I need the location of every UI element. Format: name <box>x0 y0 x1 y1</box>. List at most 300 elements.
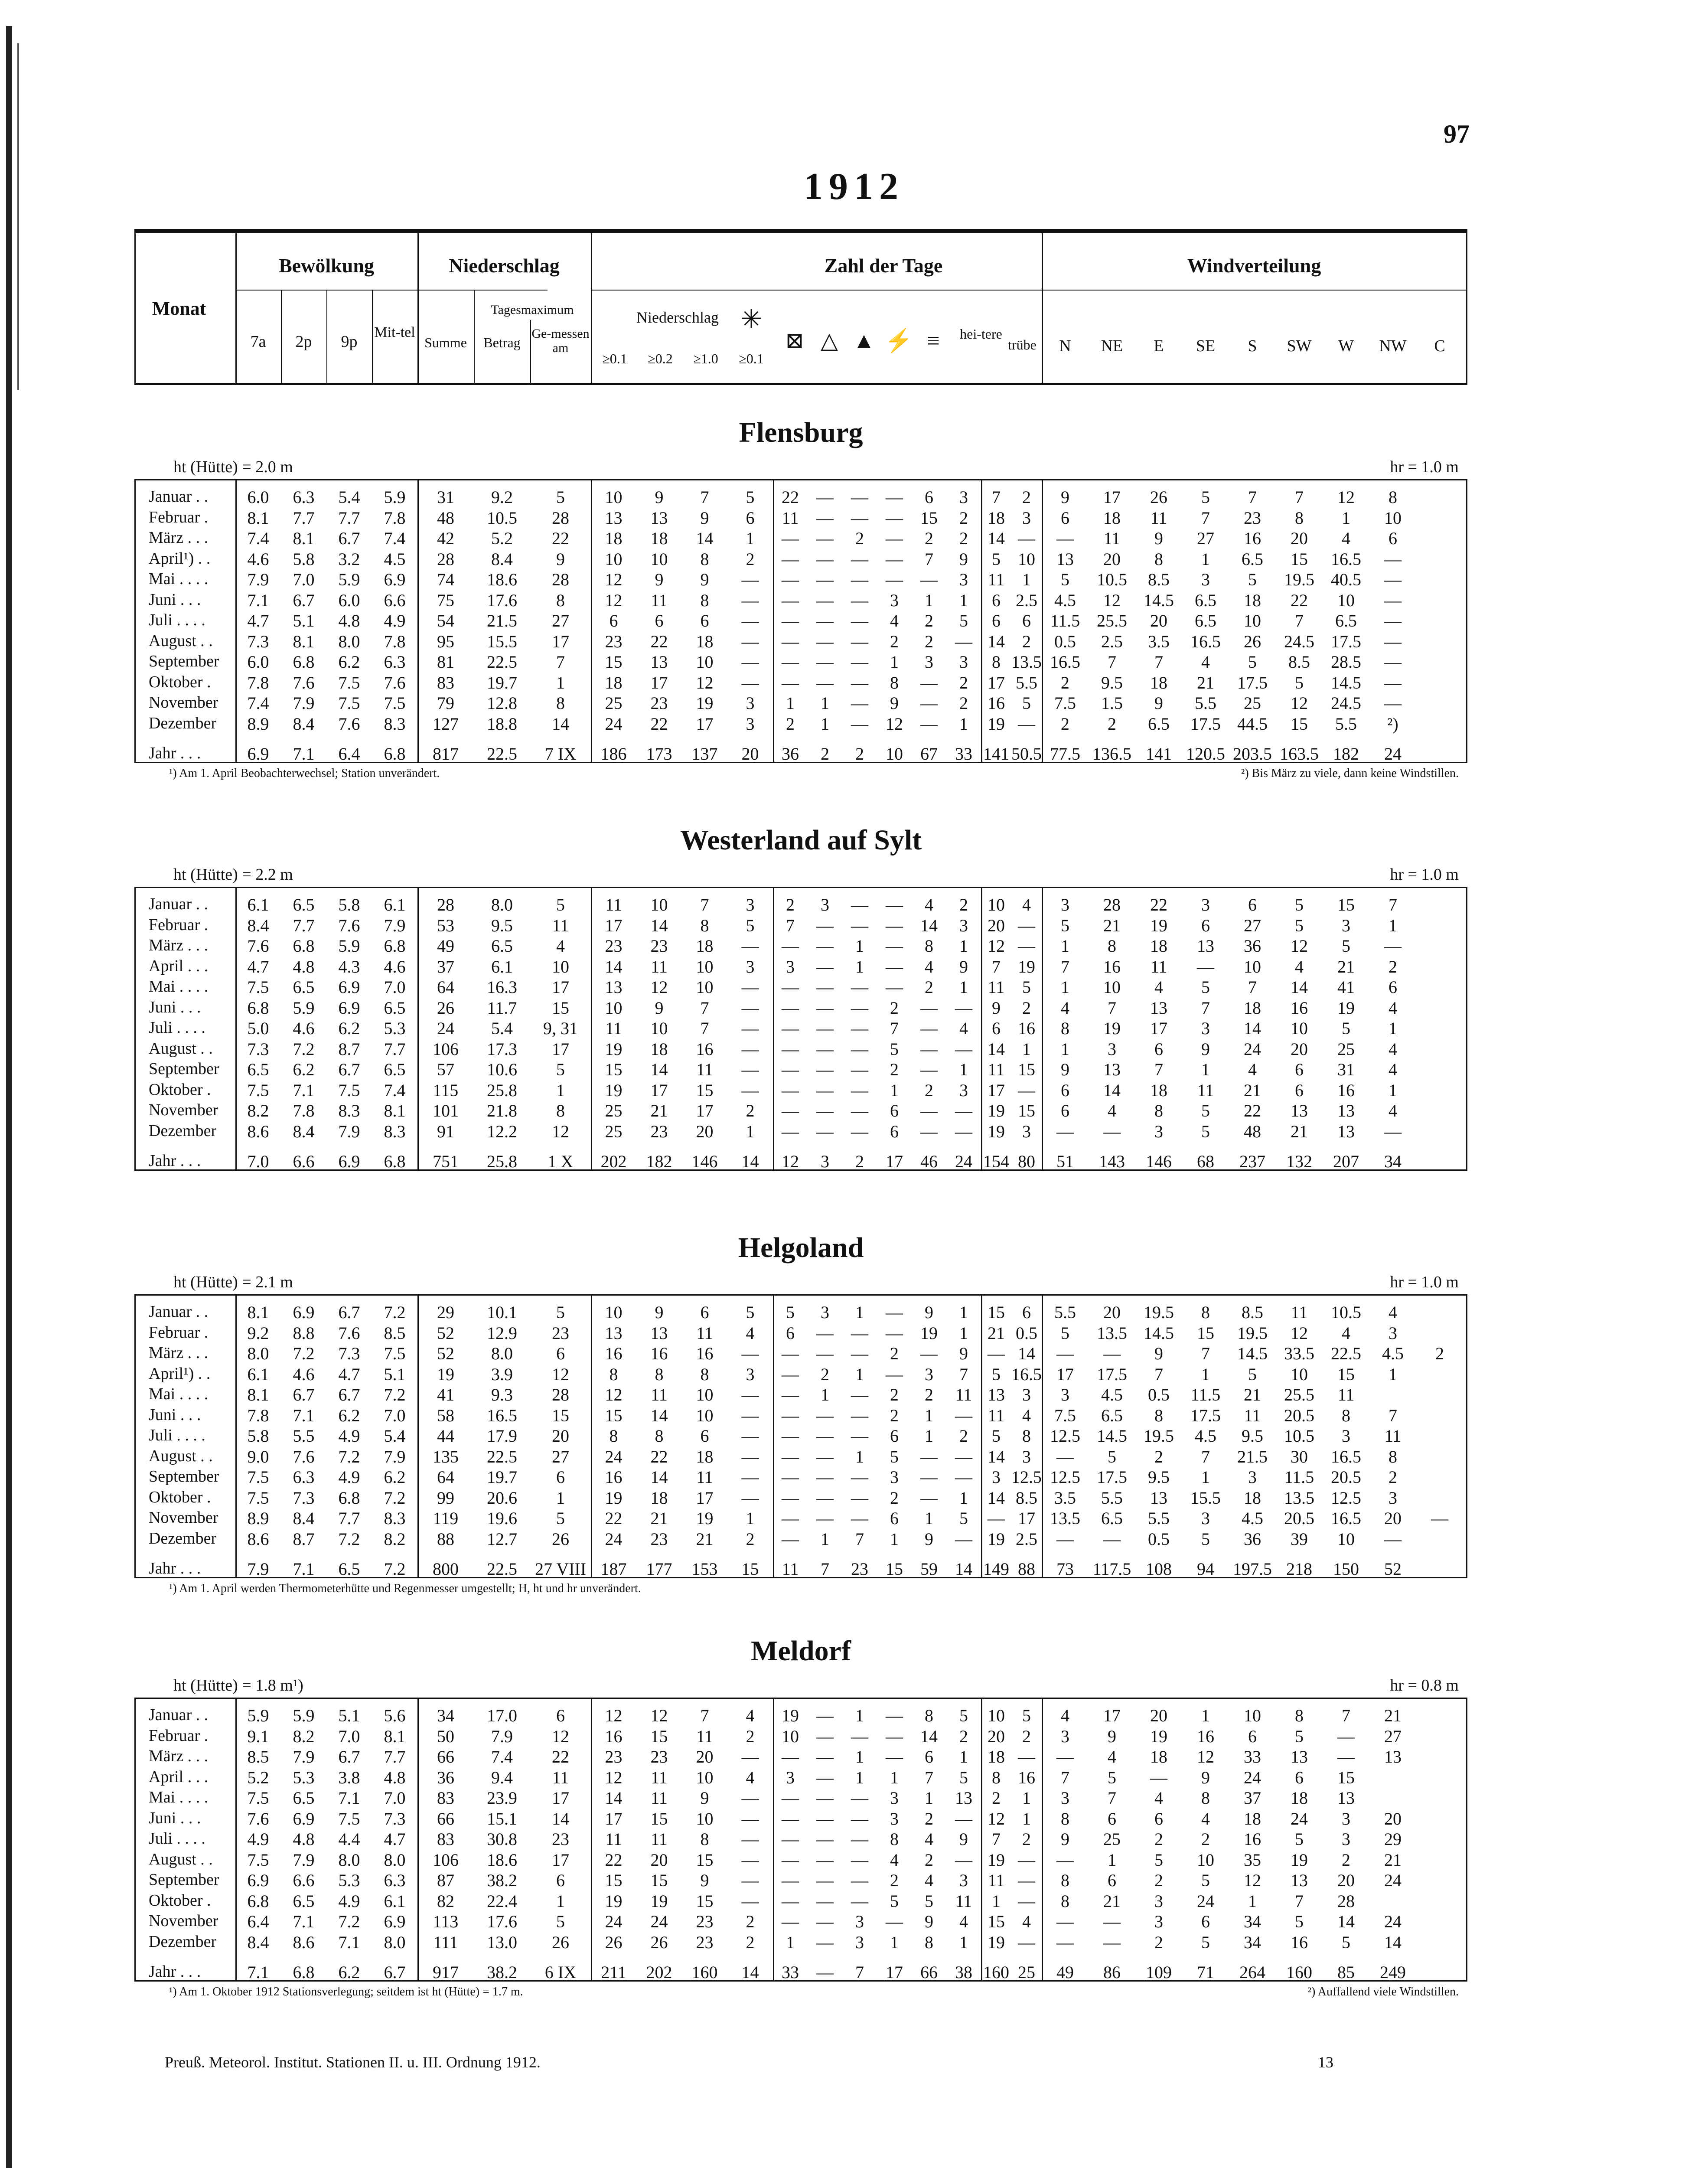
table-cell: 5 <box>1342 1019 1350 1038</box>
table-cell: — <box>851 508 868 528</box>
table-cell: 6.5 <box>384 998 406 1018</box>
table-cell: 19.5 <box>1144 1426 1174 1446</box>
table-cell: 1 <box>1201 549 1210 569</box>
table-cell: 16 <box>696 1344 714 1363</box>
header-wind-nw: NW <box>1379 337 1407 355</box>
table-cell: 24 <box>605 1529 623 1549</box>
table-row <box>136 1932 1466 1953</box>
table-cell: 5 <box>1061 1323 1069 1343</box>
table-cell: 10 <box>650 1019 668 1038</box>
table-cell: — <box>782 1508 799 1528</box>
table-cell: 9 <box>959 1344 968 1363</box>
table-cell: 14 <box>988 1488 1005 1508</box>
table-cell: 10.6 <box>487 1060 517 1079</box>
table-cell: 10 <box>605 1303 623 1322</box>
table-cell: 46 <box>920 1152 938 1171</box>
table-cell: 153 <box>691 1559 718 1579</box>
table-cell: 18 <box>1244 1809 1261 1828</box>
table-cell: 3 <box>1342 1426 1350 1446</box>
table-cell: — <box>1056 1932 1074 1952</box>
table-cell: 22.5 <box>487 1446 517 1466</box>
table-cell: — <box>1018 1891 1035 1911</box>
table-cell: 15 <box>605 1871 623 1890</box>
table-cell: 20 <box>1103 549 1121 569</box>
table-cell: 25 <box>1337 1039 1355 1059</box>
table-cell: — <box>782 1385 799 1404</box>
table-cell: — <box>816 1788 834 1808</box>
table-cell: 9 <box>925 1912 933 1931</box>
table-cell: — <box>1384 936 1402 956</box>
table-cell: 13.5 <box>1284 1488 1314 1508</box>
table-cell: 20 <box>696 1747 714 1766</box>
table-cell: 11 <box>696 1726 713 1746</box>
table-row <box>136 549 1466 570</box>
table-cell: 6 <box>1389 529 1397 548</box>
table-cell: — <box>816 1426 834 1446</box>
table-cell: 2.5 <box>1101 631 1123 651</box>
table-cell: 4 <box>1201 1809 1210 1828</box>
table-cell: 15.1 <box>487 1809 517 1828</box>
table-cell: 7 <box>1248 977 1257 997</box>
table-cell: 17.5 <box>1237 673 1268 692</box>
table-cell: 10 <box>696 652 714 672</box>
table-cell: 2 <box>1435 1344 1444 1363</box>
table-cell: — <box>1384 1529 1402 1549</box>
month-label: Jahr . . . <box>149 1559 201 1577</box>
header-wind-w: W <box>1338 337 1354 355</box>
table-cell: 146 <box>1146 1152 1172 1171</box>
table-cell: 11 <box>552 915 569 935</box>
table-cell: — <box>816 590 834 610</box>
table-cell: 3 <box>959 487 968 507</box>
table-cell: 6.1 <box>247 1364 269 1384</box>
table-cell: 6 <box>556 1344 565 1363</box>
table-cell: 7 <box>700 1706 709 1725</box>
table-cell: 12 <box>552 1726 569 1746</box>
table-cell: — <box>741 1019 759 1038</box>
table-cell: — <box>816 1344 834 1363</box>
table-cell: 15 <box>886 1559 903 1579</box>
table-cell: 14 <box>920 915 938 935</box>
table-cell: 7.9 <box>384 915 406 935</box>
table-cell: 37 <box>1244 1788 1261 1808</box>
table-cell: 16 <box>1244 529 1261 548</box>
table-cell: 86 <box>1103 1962 1121 1982</box>
table-row <box>136 693 1466 714</box>
month-label: Januar . . <box>149 487 209 506</box>
table-cell: 14 <box>650 1467 668 1487</box>
table-cell: 24 <box>437 1019 454 1038</box>
table-cell: 19 <box>920 1323 938 1343</box>
table-cell: 1 <box>1061 936 1069 956</box>
table-cell: 2 <box>1389 1467 1397 1487</box>
table-cell: 77.5 <box>1050 744 1080 764</box>
table-cell: 15.5 <box>487 631 517 651</box>
table-cell: — <box>816 1767 834 1787</box>
month-label: Juni . . . <box>149 1809 201 1827</box>
footnote-right: ²) Bis März zu viele, dann keine Windstillen. <box>1241 767 1459 780</box>
table-cell: 15 <box>988 1912 1005 1931</box>
table-cell: 7 <box>700 998 709 1018</box>
table-cell: — <box>782 1912 799 1931</box>
table-cell: 6.5 <box>293 977 315 997</box>
table-cell: 10 <box>1244 957 1261 976</box>
table-cell: — <box>782 1850 799 1870</box>
table-cell: — <box>920 693 938 713</box>
table-cell: 2 <box>1154 1932 1163 1952</box>
table-cell: 5 <box>992 549 1001 569</box>
table-cell: 1 <box>855 957 864 976</box>
table-cell: 23 <box>605 631 623 651</box>
table-cell: 9 <box>655 1303 664 1322</box>
table-cell: 36 <box>1244 1529 1261 1549</box>
table-cell: 13 <box>1337 1121 1355 1141</box>
table-cell: 10 <box>1197 1850 1214 1870</box>
table-cell: 4 <box>1061 998 1069 1018</box>
table-cell: 1 <box>1389 1019 1397 1038</box>
table-cell: — <box>782 1080 799 1100</box>
table-cell: 3 <box>925 1364 933 1384</box>
month-label: Dezember <box>149 1121 217 1140</box>
table-cell: 26 <box>650 1932 668 1952</box>
table-cell: 7.7 <box>338 1508 360 1528</box>
table-cell: 25.5 <box>1284 1385 1314 1404</box>
table-cell: 36 <box>437 1767 454 1787</box>
gauge-height: hr = 1.0 m <box>1390 1273 1459 1291</box>
table-cell: 4 <box>1108 1747 1116 1766</box>
table-cell: 16.5 <box>1331 1508 1361 1528</box>
table-cell: 29 <box>437 1303 454 1322</box>
table-cell: 8 <box>1201 1303 1210 1322</box>
table-cell: 13 <box>605 977 623 997</box>
table-cell: 9 <box>1154 529 1163 548</box>
table-cell: — <box>1197 957 1214 976</box>
table-cell: 13 <box>1291 1871 1308 1890</box>
table-cell: 6.3 <box>384 652 406 672</box>
table-cell: 99 <box>437 1488 454 1508</box>
table-cell: 6.5 <box>1101 1508 1123 1528</box>
table-cell: 18 <box>1150 1747 1167 1766</box>
table-row <box>136 487 1466 508</box>
table-cell: 202 <box>646 1962 672 1982</box>
table-cell: 19 <box>605 1039 623 1059</box>
station-table <box>134 887 1467 1171</box>
table-cell: 3 <box>925 652 933 672</box>
table-cell: 108 <box>1146 1559 1172 1579</box>
table-cell: 16.5 <box>1050 652 1080 672</box>
table-cell: 2 <box>1154 1829 1163 1849</box>
table-row <box>136 631 1466 652</box>
table-cell: — <box>920 1101 938 1120</box>
table-cell: 7 <box>1108 652 1116 672</box>
table-cell: 4 <box>746 1323 755 1343</box>
table-cell: 33 <box>955 744 972 764</box>
table-cell: — <box>782 590 799 610</box>
table-cell: 1 <box>855 1364 864 1384</box>
header-gemessen: Ge-messen am <box>531 327 590 355</box>
table-cell: 8 <box>1154 1405 1163 1425</box>
table-cell: 38 <box>955 1962 972 1982</box>
page-title-year: 1912 <box>804 166 904 208</box>
table-cell: 17 <box>605 915 623 935</box>
header-bew-9p: 9p <box>341 333 358 351</box>
table-cell: 1 <box>746 1508 755 1528</box>
table-cell: 5.9 <box>338 570 360 589</box>
table-cell: 7.5 <box>338 1809 360 1828</box>
table-cell: — <box>1056 529 1074 548</box>
gauge-height: hr = 0.8 m <box>1390 1676 1459 1695</box>
table-cell: 85 <box>1337 1962 1355 1982</box>
table-cell: — <box>816 1809 834 1828</box>
table-cell: 2 <box>890 1488 899 1508</box>
table-cell: 1 <box>855 1747 864 1766</box>
table-cell: 9 <box>925 1303 933 1322</box>
header-wind-s: S <box>1248 337 1257 355</box>
month-label: Juni . . . <box>149 1405 201 1424</box>
table-cell: 19.6 <box>487 1508 517 1528</box>
table-cell: 83 <box>437 1788 454 1808</box>
table-cell: 18 <box>605 673 623 692</box>
table-cell: 120.5 <box>1186 744 1225 764</box>
table-cell: 8.4 <box>491 549 513 569</box>
table-cell: 15 <box>650 1871 668 1890</box>
table-cell: 23 <box>552 1829 569 1849</box>
table-cell: 7.5 <box>1054 1405 1076 1425</box>
table-cell: 16 <box>696 1039 714 1059</box>
table-cell: 11 <box>955 1891 972 1911</box>
table-cell: 9 <box>556 549 565 569</box>
table-cell: 4 <box>1389 1303 1397 1322</box>
table-cell: 5 <box>786 1303 795 1322</box>
table-row <box>136 528 1466 549</box>
table-cell: 12 <box>1103 590 1121 610</box>
table-cell: 20 <box>1384 1508 1402 1528</box>
table-cell: 12 <box>605 570 623 589</box>
table-cell: 0.5 <box>1148 1529 1170 1549</box>
table-cell: 9.2 <box>491 487 513 507</box>
table-cell: 48 <box>437 508 454 528</box>
table-cell: 23 <box>851 1559 868 1579</box>
table-cell: — <box>851 1788 868 1808</box>
table-cell: 23 <box>552 1323 569 1343</box>
table-cell: 23 <box>650 1529 668 1549</box>
month-label: Mai . . . . <box>149 1385 209 1403</box>
table-cell: 25 <box>605 1121 623 1141</box>
table-row <box>136 1302 1466 1323</box>
table-cell: 2 <box>959 693 968 713</box>
table-cell: 36 <box>782 744 799 764</box>
month-label: August . . <box>149 1850 213 1868</box>
table-cell: 17 <box>552 1039 569 1059</box>
table-cell: 135 <box>433 1446 459 1466</box>
month-label: September <box>149 1467 219 1486</box>
table-cell: 7.9 <box>338 1121 360 1141</box>
table-cell: — <box>1384 652 1402 672</box>
table-cell: 1 <box>890 1767 899 1787</box>
month-label: Dezember <box>149 1529 217 1548</box>
table-cell: 1 <box>959 1747 968 1766</box>
table-cell: — <box>851 1323 868 1343</box>
table-cell: 2 <box>746 1912 755 1931</box>
table-cell: 5 <box>1201 1871 1210 1890</box>
table-cell: 26 <box>552 1932 569 1952</box>
table-cell: 6.7 <box>384 1962 406 1982</box>
month-label: Juli . . . . <box>149 611 205 629</box>
table-cell: 3 <box>746 895 755 914</box>
table-cell: 20 <box>650 1850 668 1870</box>
table-cell: 8 <box>890 673 899 692</box>
table-cell: — <box>1056 1121 1074 1141</box>
table-row <box>136 895 1466 915</box>
table-cell: 38.2 <box>487 1871 517 1890</box>
table-cell: 1 <box>925 1508 933 1528</box>
table-row <box>136 1911 1466 1932</box>
table-cell: 2 <box>1022 998 1031 1018</box>
table-cell: — <box>1018 1871 1035 1890</box>
table-cell: 751 <box>433 1152 459 1171</box>
table-cell: 6.5 <box>293 895 315 914</box>
header-bew-mittel: Mit-tel <box>374 324 415 340</box>
table-cell: — <box>1018 1850 1035 1870</box>
table-cell: — <box>816 487 834 507</box>
month-label: August . . <box>149 631 213 650</box>
table-cell: — <box>741 1039 759 1059</box>
table-cell: 3 <box>1201 895 1210 914</box>
table-cell: 6.5 <box>491 936 513 956</box>
table-cell: 13 <box>1337 1788 1355 1808</box>
table-cell: — <box>816 1829 834 1849</box>
table-cell: 8.4 <box>293 714 315 734</box>
table-cell: 7 <box>1154 1364 1163 1384</box>
table-cell: 16 <box>1291 1932 1308 1952</box>
month-label: Juni . . . <box>149 590 201 609</box>
table-cell: 6.8 <box>247 998 269 1018</box>
table-cell: — <box>851 487 868 507</box>
table-row-total <box>136 744 1466 764</box>
table-cell: 21 <box>696 1529 714 1549</box>
table-row <box>136 1323 1466 1344</box>
table-cell: 7 <box>1295 487 1304 507</box>
table-cell: — <box>920 570 938 589</box>
table-cell: — <box>741 1871 759 1890</box>
station-table <box>134 1698 1467 1982</box>
table-cell: 5 <box>746 487 755 507</box>
table-cell: 34 <box>1244 1912 1261 1931</box>
table-cell: 2 <box>855 744 864 764</box>
table-cell: 18 <box>1150 673 1167 692</box>
table-cell: 6.7 <box>293 590 315 610</box>
table-cell: 17.5 <box>1097 1467 1127 1487</box>
table-cell: 9.0 <box>247 1446 269 1466</box>
table-cell: 20 <box>988 915 1005 935</box>
table-cell: 218 <box>1286 1559 1312 1579</box>
table-cell: 3 <box>1108 1039 1116 1059</box>
table-cell: 15 <box>605 652 623 672</box>
table-cell: — <box>920 673 938 692</box>
table-cell: 22 <box>605 1850 623 1870</box>
table-cell: 28 <box>1103 895 1121 914</box>
table-cell: — <box>782 1788 799 1808</box>
table-cell: 22.5 <box>487 1559 517 1579</box>
table-cell: 7.5 <box>338 1080 360 1100</box>
footnote: ¹) Am 1. April Beobachterwechsel; Station unverändert. <box>169 767 440 780</box>
table-cell: 17 <box>552 631 569 651</box>
table-cell: 10 <box>696 1767 714 1787</box>
table-cell: — <box>741 673 759 692</box>
month-label: Juli . . . . <box>149 1426 205 1444</box>
table-cell: 19.7 <box>487 1467 517 1487</box>
month-label: Juni . . . <box>149 998 201 1016</box>
table-cell: 13 <box>605 1323 623 1343</box>
table-cell: 52 <box>1384 1559 1402 1579</box>
table-cell: 26 <box>437 998 454 1018</box>
table-cell: 3 <box>959 570 968 589</box>
table-cell: — <box>851 1809 868 1828</box>
table-cell: — <box>920 1467 938 1487</box>
table-cell: 4 <box>1022 1912 1031 1931</box>
table-cell: 6.2 <box>338 1405 360 1425</box>
table-cell: 6.8 <box>338 1488 360 1508</box>
table-cell: — <box>816 549 834 569</box>
table-cell: 7.9 <box>491 1726 513 1746</box>
table-cell: 14.5 <box>1144 1323 1174 1343</box>
table-cell: 19 <box>1337 998 1355 1018</box>
table-cell: 19 <box>696 693 714 713</box>
table-cell: 24 <box>1244 1039 1261 1059</box>
table-cell: 5 <box>556 895 565 914</box>
table-cell: 16 <box>988 693 1005 713</box>
table-cell: 27 <box>1244 915 1261 935</box>
table-cell: 106 <box>433 1039 459 1059</box>
table-cell: — <box>955 631 972 651</box>
table-cell: — <box>816 1101 834 1120</box>
table-cell: 27 <box>1384 1726 1402 1746</box>
table-cell: 10 <box>605 549 623 569</box>
table-cell: — <box>886 977 903 997</box>
station-title: Helgoland <box>738 1232 864 1264</box>
footnote: ¹) Am 1. April werden Thermometerhütte und Regenmesser umgestellt; H, ht und hr unverändert. <box>169 1582 641 1595</box>
header-zahl-der-tage: Zahl der Tage <box>824 255 943 277</box>
table-cell: 6.5 <box>293 1788 315 1808</box>
table-cell: 7.2 <box>338 1446 360 1466</box>
table-cell: 6.5 <box>247 1060 269 1079</box>
table-cell: 52 <box>437 1323 454 1343</box>
table-cell: — <box>741 1080 759 1100</box>
table-cell: 1 <box>556 1891 565 1911</box>
table-cell: — <box>816 673 834 692</box>
table-cell: 24 <box>1197 1891 1214 1911</box>
table-cell: 14 <box>552 1809 569 1828</box>
table-cell: 2 <box>786 714 795 734</box>
month-label: März . . . <box>149 1747 209 1765</box>
table-cell: 17 <box>552 977 569 997</box>
table-cell: — <box>816 1405 834 1425</box>
table-cell: 15 <box>696 1080 714 1100</box>
table-cell: — <box>1384 590 1402 610</box>
table-cell: — <box>1337 1726 1355 1746</box>
table-cell: 10 <box>696 1385 714 1404</box>
table-cell: 0.5 <box>1016 1323 1037 1343</box>
table-cell: 23 <box>605 1747 623 1766</box>
table-cell: 8 <box>890 1829 899 1849</box>
table-cell: 11 <box>696 1323 713 1343</box>
table-cell: 20 <box>1337 1871 1355 1890</box>
table-cell: 5.5 <box>1016 673 1037 692</box>
table-cell: 16.5 <box>1190 631 1221 651</box>
table-cell: 8.1 <box>293 529 315 548</box>
table-cell: 4 <box>1154 977 1163 997</box>
table-cell: 2 <box>925 1850 933 1870</box>
